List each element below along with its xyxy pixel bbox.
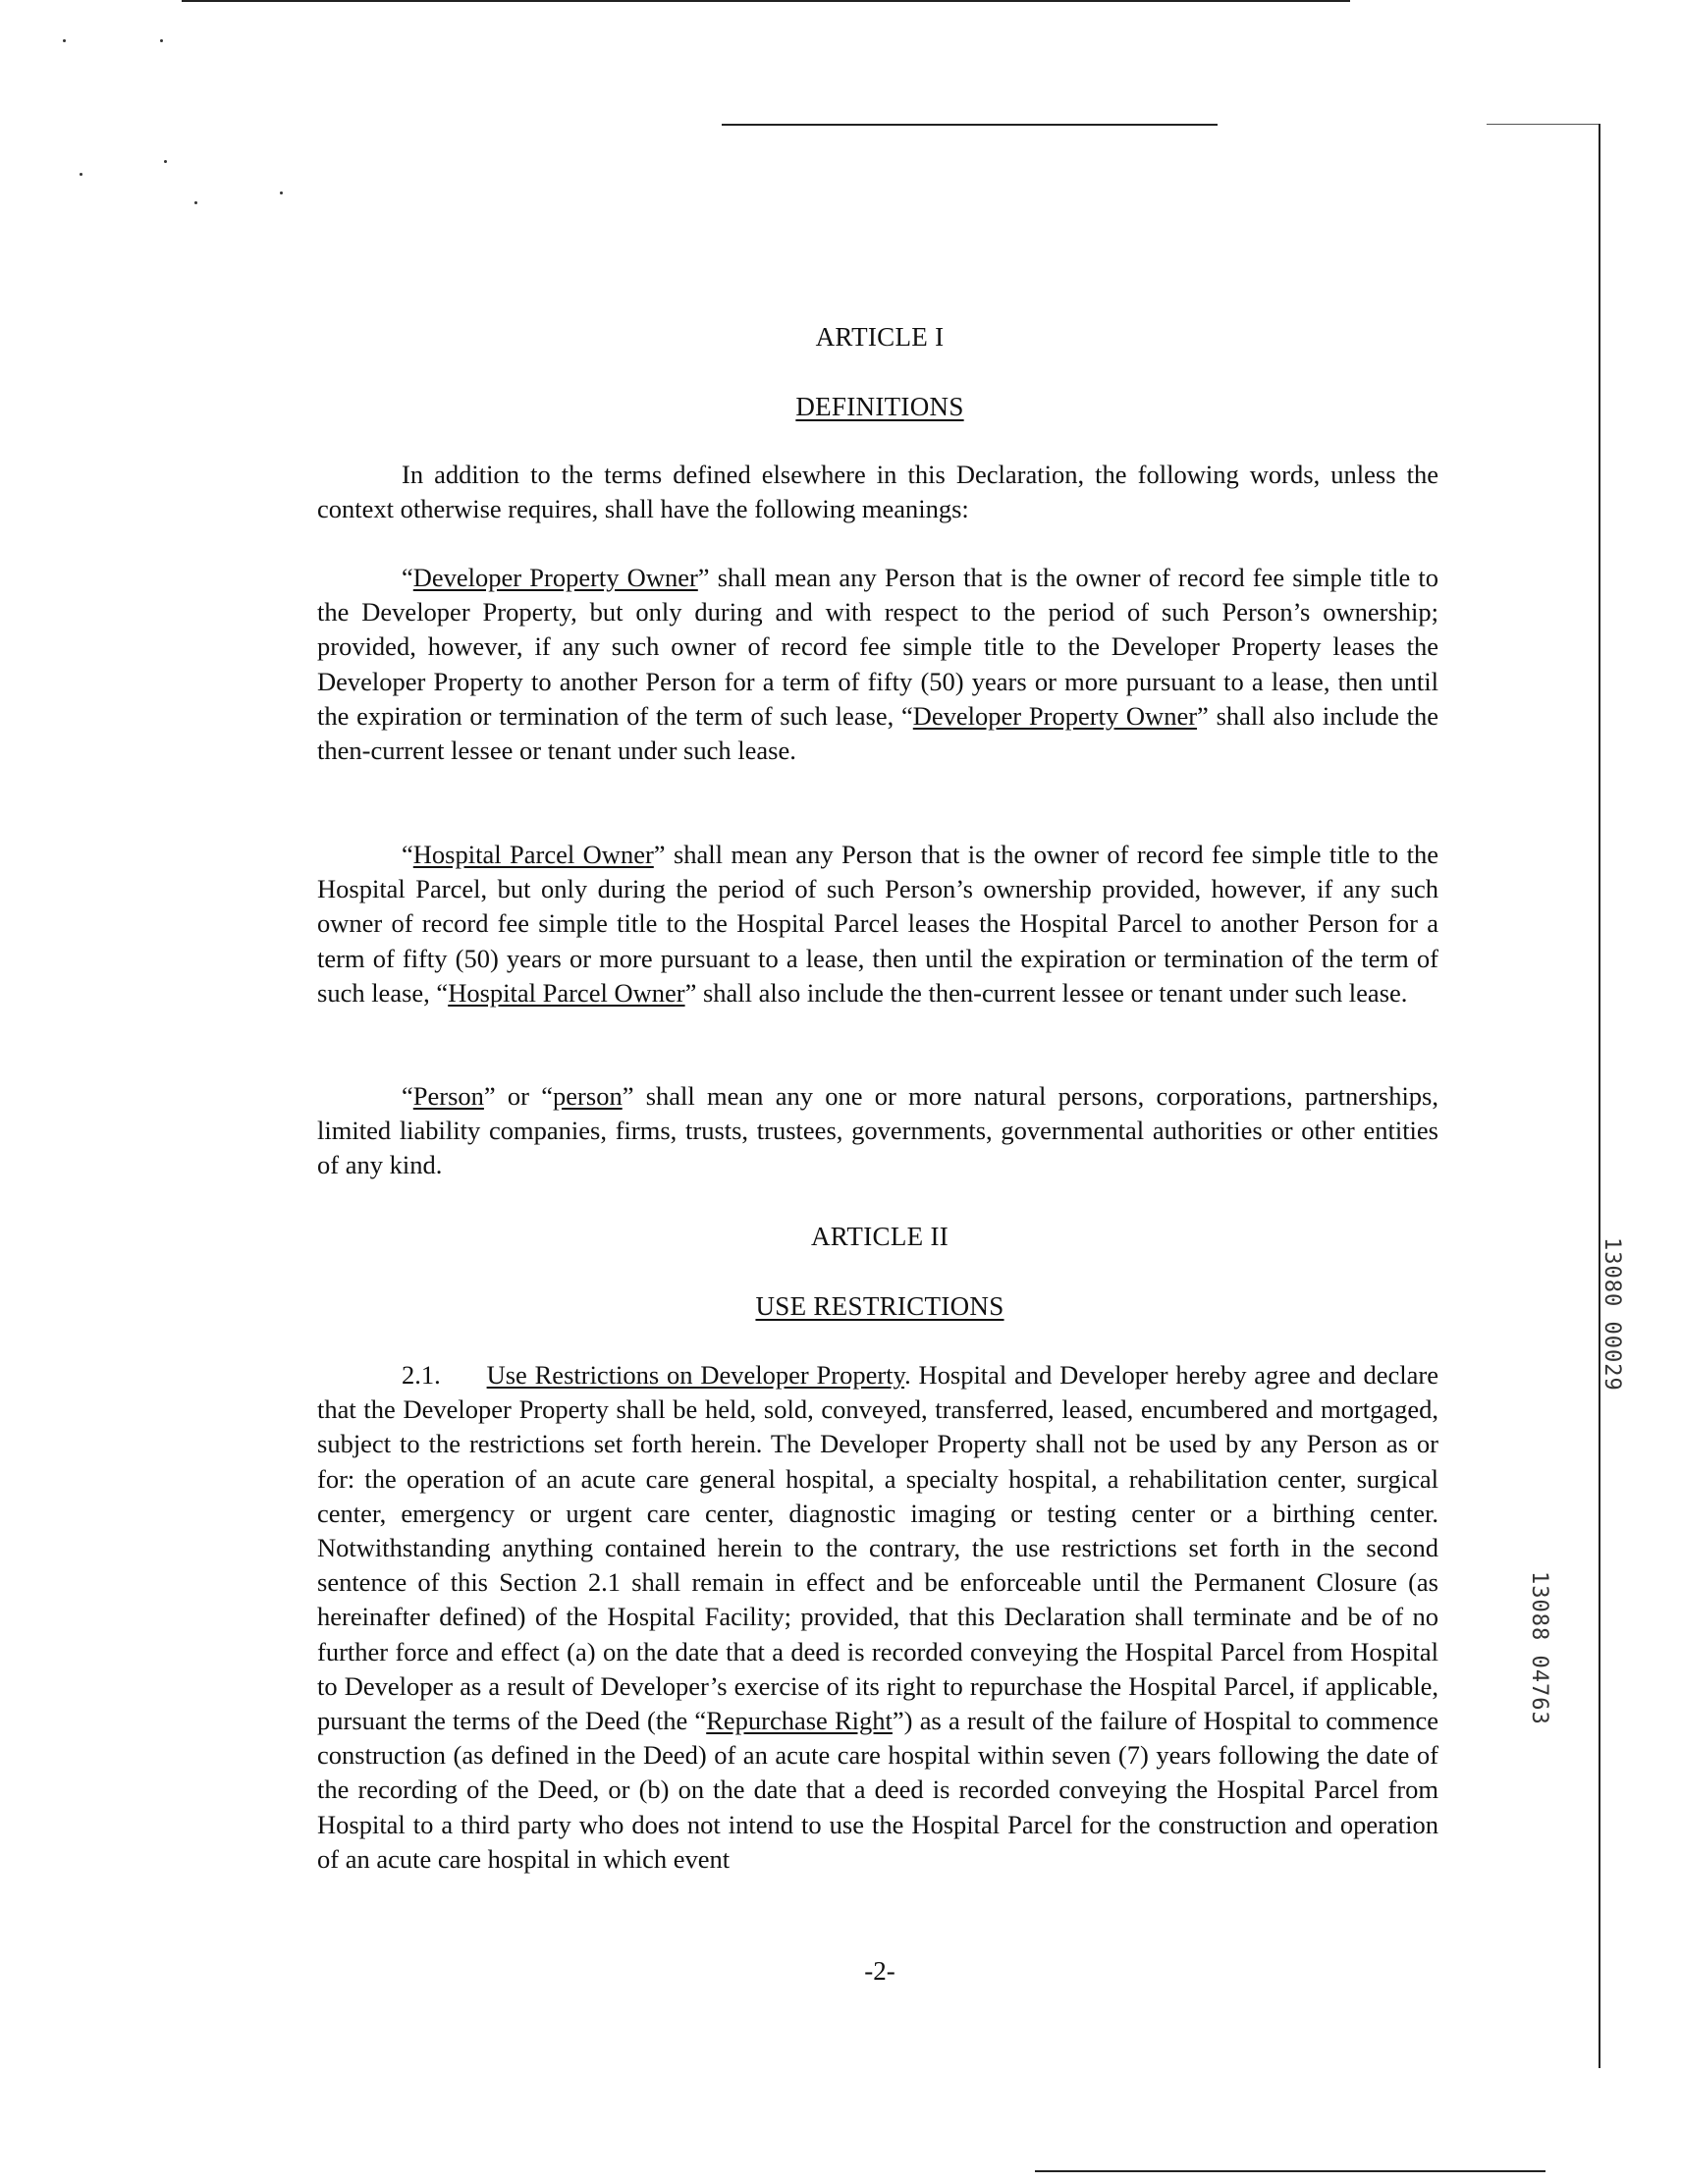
margin-recording-stamp: 13088 04763 — [1527, 1571, 1551, 1725]
scan-header-line-right — [1487, 124, 1600, 125]
article-2-title: ARTICLE II — [810, 1222, 949, 1251]
margin-recording-stamp: 13080 00029 — [1600, 1237, 1624, 1392]
scan-speck — [164, 160, 167, 163]
article-1-subtitle: DEFINITIONS — [795, 392, 964, 421]
scan-speck — [160, 39, 163, 42]
definition-hospital-parcel-owner: “Hospital Parcel Owner” shall mean any Person that is the owner of record fee simple title to the Hospital Parcel, but only during the period of such Person’s ownership provided, however, if any such owner of record fee simple title to the Hospital Parcel leases the Hospital Parcel to another Person for a term of fifty (50) years or more pursuant to a lease, then until the expiration or termination of the term of such lease, “Hospital Parcel Owner” shall also include the then-current lessee or tenant under such lease. — [317, 840, 1438, 1008]
section-2-1: 2.1. Use Restrictions on Developer Property. Hospital and Developer hereby agree and declare that the Developer Property shall be held, sold, conveyed, transferred, leased, encumbered and mortgaged, subject to the restrictions set forth herein. The Developer Property shall not be used by any Person as or for: the operation of an acute care general hospital, a specialty hospital, a rehabilitation center, surgical center, emergency or urgent care center, diagnostic imaging or testing center or a birthing center. Notwithstanding anything contained herein to the contrary, the use restrictions set forth in the second sentence of this Section 2.1 shall remain in effect and be enforceable until the Permanent Closure (as hereinafter defined) of the Hospital Facility; provided, that this Declaration shall terminate and be of no further force and effect (a) on the date that a deed is recorded conveying the Hospital Parcel from Hospital to Developer as a result of Developer’s exercise of its right to repurchase the Hospital Parcel, if applicable, pursuant the terms of the Deed (the “Repurchase Right”) as a result of the failure of Hospital to commence construction (as defined in the Deed) of an acute care hospital within seven (7) years following the date of the recording of the Deed, or (b) on the date that a deed is recorded conveying the Hospital Parcel from Hospital to a third party who does not intend to use the Hospital Parcel for the construction and operation of an acute care hospital in which event — [317, 1360, 1439, 1874]
definition-person: “Person” or “person” shall mean any one or more natural persons, corporations, partnerships, limited liability companies, firms, trusts, trustees, governments, governmental authorities or other entities of any kind. — [317, 1081, 1438, 1180]
scan-speck — [80, 173, 82, 176]
scan-speck — [280, 191, 283, 194]
scan-bottom-line — [1035, 2170, 1545, 2172]
scan-top-edge-line — [182, 0, 1350, 2]
definitions-intro: In addition to the terms defined elsewhere in this Declaration, the following words, unless the context otherwise requires, shall have the following meanings: — [317, 460, 1438, 524]
scan-header-line — [722, 124, 1218, 126]
page-number: -2- — [864, 1956, 895, 1986]
article-1-title: ARTICLE I — [815, 322, 945, 352]
section-number: 2.1. — [402, 1360, 441, 1390]
definition-developer-property-owner: “Developer Property Owner” shall mean any Person that is the owner of record fee simple title to the Developer Property, but only during and with respect to the period of such Person’s ownership; provided, however, if any such owner of record fee simple title to the Developer Property leases the Developer Property to another Person for a term of fifty (50) years or more pursuant to a lease, then until the expiration or termination of the term of such lease, “Developer Property Owner” shall also include the then-current lessee or tenant under such lease. — [317, 563, 1439, 766]
article-2-subtitle: USE RESTRICTIONS — [755, 1291, 1004, 1321]
scan-speck — [194, 201, 197, 204]
scan-speck — [63, 39, 66, 42]
section-title: Use Restrictions on Developer Property — [486, 1360, 905, 1390]
